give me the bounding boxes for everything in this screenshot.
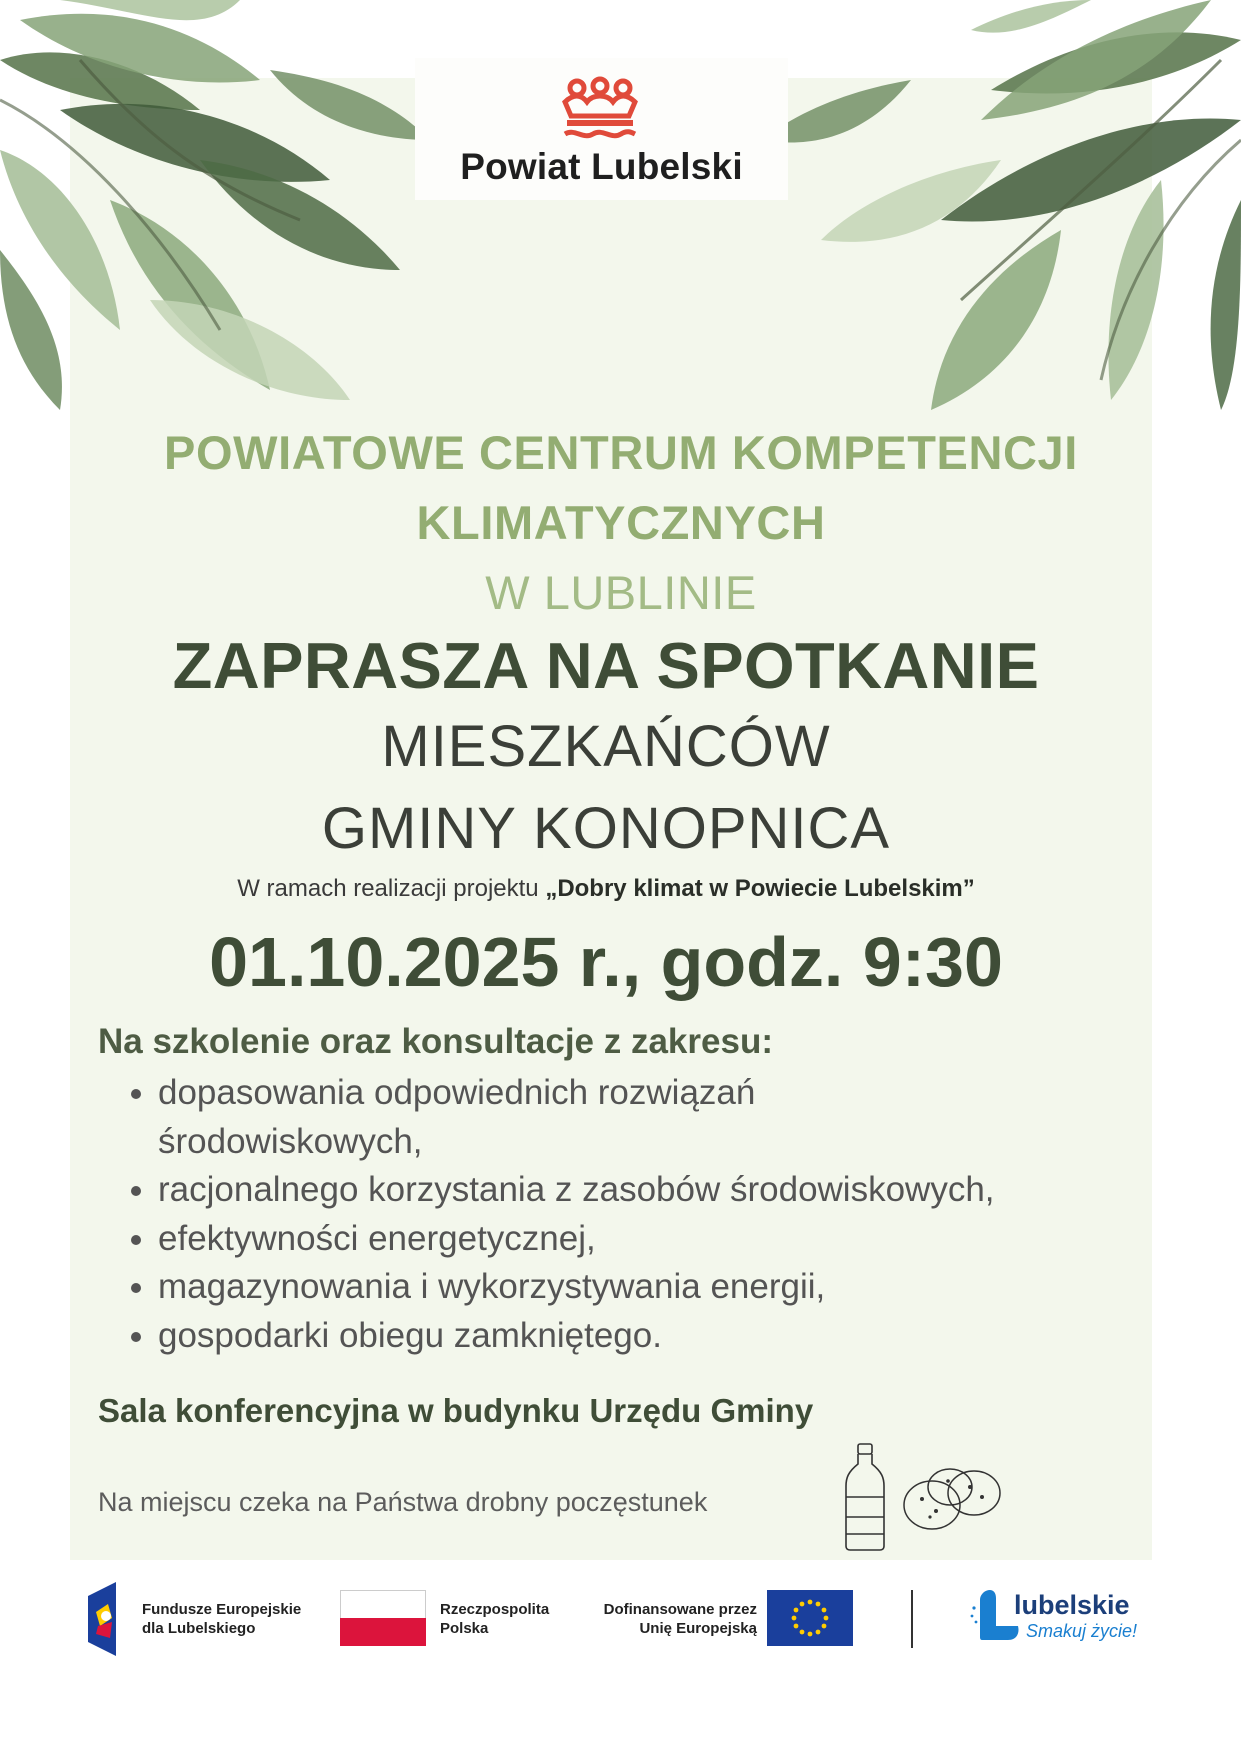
list-item: • gospodarki obiegu zamkniętego. xyxy=(158,1312,1158,1361)
audience-line-1: MIESZKAŃCÓW xyxy=(381,714,831,779)
eu-line-2: Unię Europejską xyxy=(639,1620,757,1637)
fundusze-europejskie-icon xyxy=(88,1582,130,1656)
project-prefix: W ramach realizacji projektu xyxy=(237,875,546,902)
list-item: • racjonalnego korzystania z zasobów środowiskowych, xyxy=(158,1166,1158,1215)
funding-footer xyxy=(70,1560,1152,1678)
project-note xyxy=(55,875,1157,903)
rp-line-1: Rzeczpospolita xyxy=(440,1601,550,1618)
rp-line-2: Polska xyxy=(440,1620,489,1637)
poland-flag-icon xyxy=(340,1590,426,1646)
crown-icon xyxy=(555,76,645,144)
fe-line-2: dla Lubelskiego xyxy=(142,1620,256,1637)
lubelskie-slogan: Smakuj życie! xyxy=(1026,1621,1138,1641)
eu-line-1: Dofinansowane przez xyxy=(603,1601,757,1618)
headline-line-2: KLIMATYCZNYCH xyxy=(416,496,826,549)
powiat-lubelski-logo xyxy=(415,58,788,200)
water-bottle-icon xyxy=(840,1442,890,1552)
venue: Sala konferencyjna w budynku Urzędu Gminy xyxy=(98,1392,814,1429)
event-date-time: 01.10.2025 r., godz. 9:30 xyxy=(209,923,1003,1001)
refreshments-note: Na miejscu czeka na Państwa drobny poczęstunek xyxy=(98,1487,708,1517)
invitation-title: ZAPRASZA NA SPOTKANIE xyxy=(172,629,1040,702)
list-item: • magazynowania i wykorzystywania energii, xyxy=(158,1263,1158,1312)
eu-logo-text xyxy=(592,1600,757,1638)
footer-divider xyxy=(911,1590,913,1648)
list-item: • efektywności energetycznej, xyxy=(158,1215,1158,1264)
fe-logo-text xyxy=(142,1600,301,1638)
rp-logo-text xyxy=(440,1600,549,1638)
fe-line-1: Fundusze Europejskie xyxy=(142,1601,302,1618)
headline-line-3: W LUBLINIE xyxy=(485,566,757,619)
cookies-icon xyxy=(900,1465,1005,1535)
audience-line-2: GMINY KONOPNICA xyxy=(321,796,891,861)
list-item: • dopasowania odpowiednich rozwiązań środowiskowych, xyxy=(158,1069,878,1166)
project-name: „Dobry klimat w Powiecie Lubelskim” xyxy=(545,875,975,902)
topics-intro: Na szkolenie oraz konsultacje z zakresu: xyxy=(98,1022,773,1061)
logo-text: Powiat Lubelski xyxy=(460,146,743,187)
topics-list xyxy=(120,1069,1158,1360)
headline-line-1: POWIATOWE CENTRUM KOMPETENCJI xyxy=(164,426,1078,479)
lubelskie-name: lubelskie xyxy=(1014,1590,1130,1620)
eu-flag-icon xyxy=(767,1590,853,1646)
